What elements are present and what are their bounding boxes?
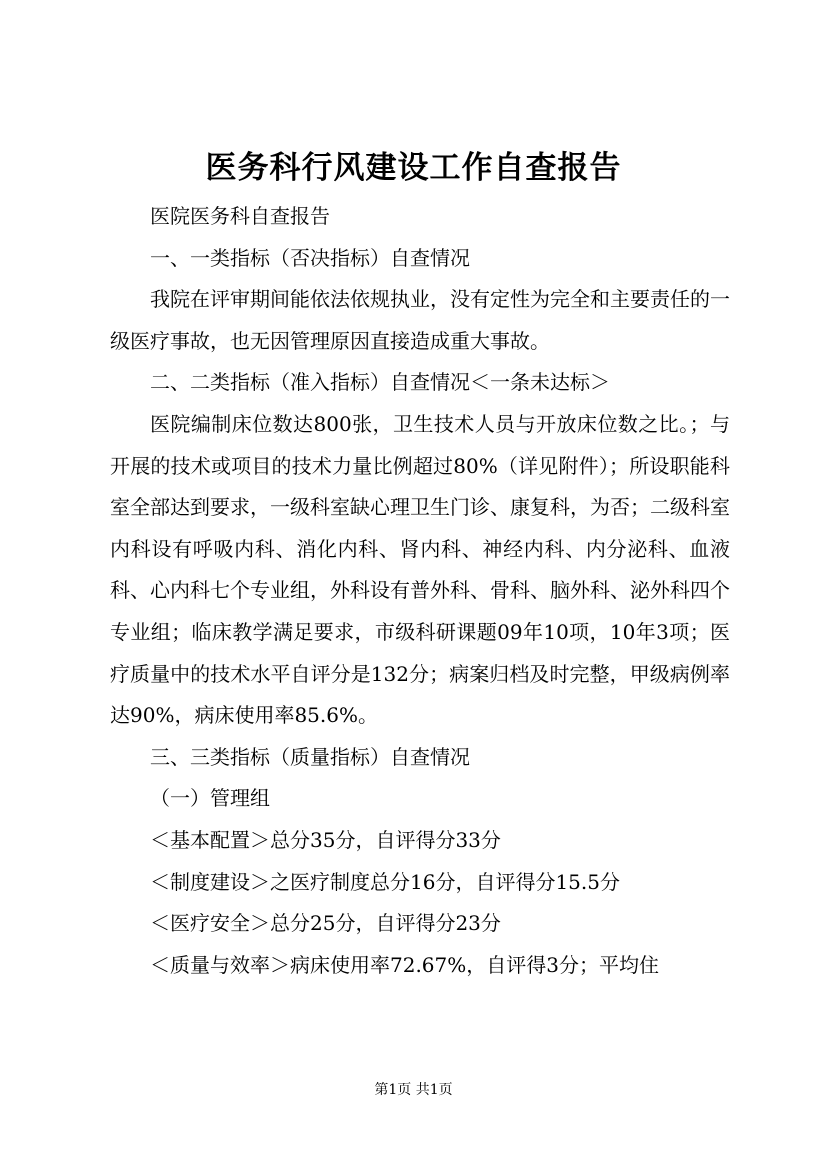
paragraph-class-one-body: 我院在评审期间能依法依规执业，没有定性为完全和主要责任的一级医疗事故，也无因管理原因直接造成重大事故。 <box>110 287 730 353</box>
document-body <box>110 196 730 986</box>
item-basic-config: ＜基本配置＞总分35分，自评得分33分 <box>150 827 501 852</box>
page-footer: 第1页 共1页 <box>374 1082 453 1098</box>
item-medical-safety: ＜医疗安全＞总分25分，自评得分23分 <box>150 911 501 936</box>
item-system-building: ＜制度建设＞之医疗制度总分16分，自评得分15.5分 <box>150 869 620 894</box>
item-quality-efficiency: ＜质量与效率＞病床使用率72.67%，自评得3分；平均住 <box>150 952 659 977</box>
paragraph-class-two-body: 医院编制床位数达800张，卫生技术人员与开放床位数之比。；与开展的技术或项目的技术力量比例超过80%（详见附件）；所设职能科室全部达到要求，一级科室缺心理卫生门诊、康复科，为否；二级科室内科设有呼吸内科、消化内科、肾内科、神经内科、内分泌科、血液科、心内科七个专业组，外科设有普外科、骨科、脑外科、泌外科四个专业组；临床教学满足要求，市级科研课题09年10项，10年3项；医疗质量中的技术水平自评分是132分；病案归档及时完整，甲级病例率达90%，病床使用率85.6%。 <box>110 411 730 728</box>
section-heading-class-three: 三、三类指标（质量指标）自查情况 <box>150 744 470 769</box>
section-heading-class-one: 一、一类指标（否决指标）自查情况 <box>150 245 470 270</box>
paragraph-report-heading: 医院医务科自查报告 <box>150 204 330 228</box>
subsection-heading-management: （一）管理组 <box>150 786 270 811</box>
document-title: 医务科行风建设工作自查报告 <box>205 150 622 186</box>
section-heading-class-two: 二、二类指标（准入指标）自查情况＜一条未达标＞ <box>150 370 610 395</box>
